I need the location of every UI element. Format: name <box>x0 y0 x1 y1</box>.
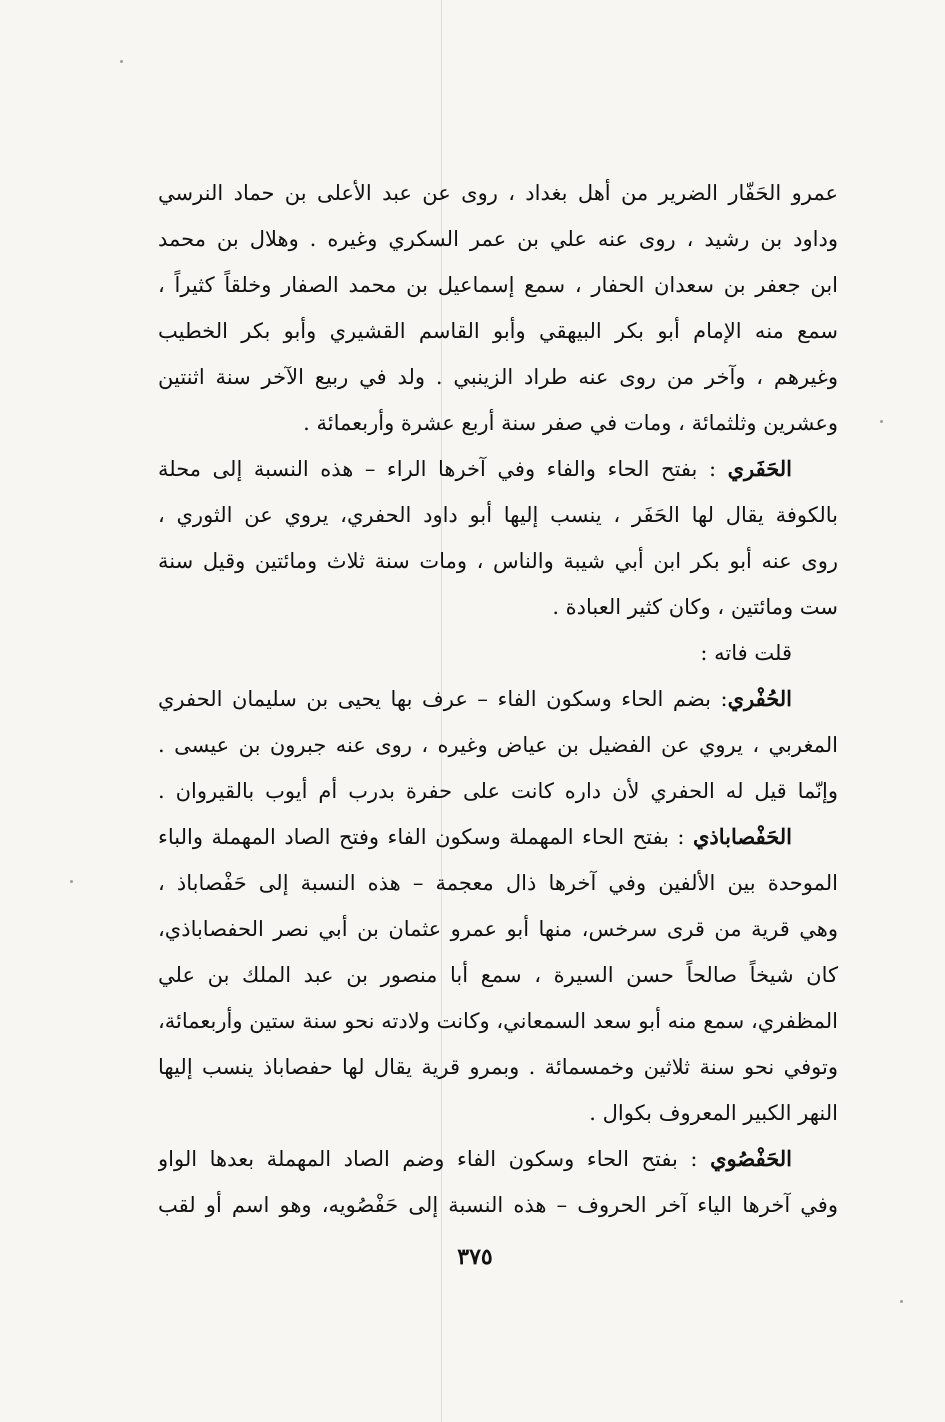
entry-headword: الحُفْري <box>727 686 792 711</box>
paper-speck <box>900 1300 903 1303</box>
text-line: وغيرهم ، وآخر من روى عنه طراد الزينبي . ولد في ربيع الآخر سنة اثنتين <box>158 365 838 389</box>
text-line: النهر الكبير المعروف بكوال . <box>589 1101 838 1125</box>
text-line: الموحدة بين الألفين وفي آخرها ذال معجمة – هذه النسبة إلى حَفْصاباذ ، <box>158 871 838 895</box>
entry-line: الحَفَري : بفتح الحاء والفاء وفي آخرها الراء – هذه النسبة إلى محلة <box>158 456 792 481</box>
paper-speck <box>120 60 123 63</box>
entry-headword: الحَفْصُوي <box>710 1146 792 1171</box>
text-line: المظفري، سمع منه أبو سعد السمعاني، وكانت ولادته نحو سنة ستين وأربعمائة، <box>158 1009 838 1033</box>
text-line: ست ومائتين ، وكان كثير العبادة . <box>552 595 838 619</box>
entry-line: الحَفْصاباذي : بفتح الحاء المهملة وسكون الفاء وفتح الصاد المهملة والباء <box>158 824 792 849</box>
text-line: عمرو الحَفّار الضرير من أهل بغداد ، روى عن عبد الأعلى بن حماد النرسي <box>158 181 838 205</box>
entry-line: الحُفْري: بضم الحاء وسكون الفاء – عرف بها يحيى بن سليمان الحفري <box>158 686 792 711</box>
entry-headword: الحَفَري <box>727 456 792 481</box>
entry-line: الحَفْصُوي : بفتح الحاء وسكون الفاء وضم الصاد المهملة بعدها الواو <box>158 1146 792 1171</box>
text-line: قلت فاته : <box>700 641 792 665</box>
text-line: بالكوفة يقال لها الحَفَر ، ينسب إليها أبو داود الحفري، يروي عن الثوري ، <box>158 503 838 527</box>
paper-speck <box>880 420 883 423</box>
text-line: وداود بن رشيد ، روى عنه علي بن عمر السكري وغيره . وهلال بن محمد <box>158 227 838 251</box>
text-line: وهي قرية من قرى سرخس، منها أبو عمرو عثمان بن أبي نصر الحفصاباذي، <box>158 917 838 941</box>
page-number: ٣٧٥ <box>457 1244 493 1270</box>
text-line: وفي آخرها الياء آخر الحروف – هذه النسبة إلى حَفْصُويه، وهو اسم أو لقب <box>158 1193 838 1217</box>
text-line: المغربي ، يروي عن الفضيل بن عياض وغيره ، روى عنه جبرون بن عيسى . <box>158 733 838 757</box>
text-line: وإنّما قيل له الحفري لأن داره كانت على حفرة بدرب أم أيوب بالقيروان . <box>158 779 838 803</box>
text-line: روى عنه أبو بكر ابن أبي شيبة والناس ، ومات سنة ثلاث ومائتين وقيل سنة <box>158 549 838 573</box>
text-line: سمع منه الإمام أبو بكر البيهقي وأبو القاسم القشيري وأبو بكر الخطيب <box>158 319 838 343</box>
entry-headword: الحَفْصاباذي <box>692 824 792 849</box>
body-text <box>158 170 838 1228</box>
text-line: كان شيخاً صالحاً حسن السيرة ، سمع أبا منصور بن عبد الملك بن علي <box>158 963 838 987</box>
text-line: ابن جعفر بن سعدان الحفار ، سمع إسماعيل بن محمد الصفار وخلقاً كثيراً ، <box>158 273 838 297</box>
text-line: وعشرين وثلثمائة ، ومات في صفر سنة أربع عشرة وأربعمائة . <box>303 411 838 435</box>
paper-speck <box>70 880 73 883</box>
text-line: وتوفي نحو سنة ثلاثين وخمسمائة . وبمرو قرية يقال لها حفصاباذ ينسب إليها <box>158 1055 838 1079</box>
